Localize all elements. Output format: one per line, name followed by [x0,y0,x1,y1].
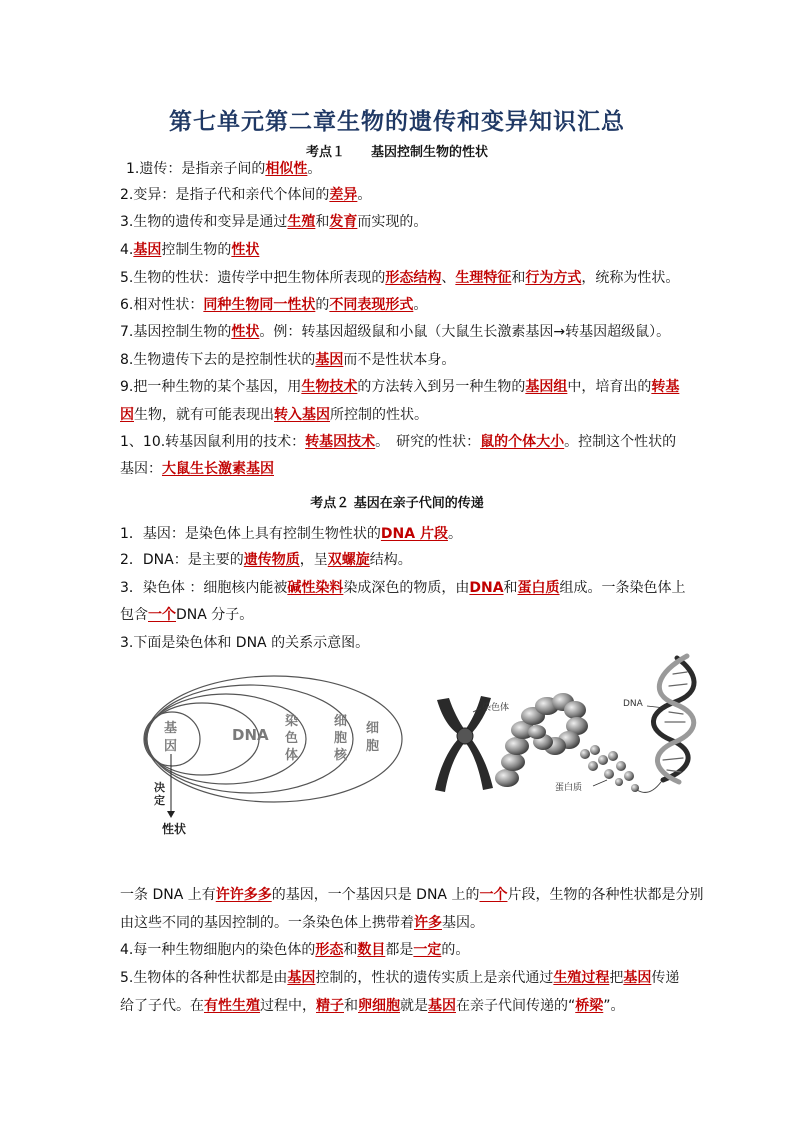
text-span: 在亲子代间传递的“ [456,998,576,1014]
label-gene-2: 因 [164,739,178,754]
text-span: 的方法转入到另一种生物的 [357,379,526,395]
label-chromosome-2: 色 [285,731,299,746]
text-span: 4.每一种生物细胞内的染色体的 [120,942,316,958]
keyword: 碱性染料 [287,580,344,596]
keyword: 基因组 [525,379,568,395]
keyword: 桥梁 [575,998,604,1014]
text-line [120,913,680,933]
gene-dna-chromosome-diagram [140,668,415,848]
label-nucleus-2: 胞 [334,731,348,746]
keyword: 有性生殖 [204,998,260,1014]
keyword: 蛋白质 [517,580,560,596]
label-chromosome-3: 体 [285,748,299,763]
text-span: 5.生物的性状：遗传学中把生物体所表现的 [120,270,386,286]
label-dna: DNA [232,726,269,744]
keyword: 同种生物同一性状 [203,297,316,313]
text-line [120,578,686,598]
label-chromosome-1: 染 [285,714,299,729]
text-span: ，呈 [299,552,328,568]
text-span: ，统称为性状。 [581,270,680,286]
label-nucleus-1: 细 [334,714,348,729]
text-span: 3．染色体 ：细胞核内能被 [120,580,288,596]
keyword: DNA 片段 [380,526,448,542]
text-line [120,185,680,205]
text-line [120,940,680,960]
text-span: ”。 [603,998,625,1014]
keyword: 许多 [414,915,442,931]
text-span: 控制生物的 [161,242,232,258]
keyword: 不同表现形式 [329,297,414,313]
label-chromosome-small: 染色体 [482,703,510,713]
label-cell-1: 细 [366,721,380,736]
text-line [120,605,680,625]
keyword: 卵细胞 [358,998,400,1014]
keyword: DNA [469,580,504,596]
text-span: 和 [315,214,330,230]
label-dna-small: DNA [623,699,643,709]
keyword: 数目 [357,942,386,958]
text-span: 片段，生物的各种性状都是分别 [507,887,704,903]
label-gene-1: 基 [164,721,178,736]
keyword: 基因 [623,970,652,986]
text-line [120,295,680,315]
text-span: 给了子代。在 [120,998,204,1014]
keyword: 性状 [231,324,260,340]
text-span: 1.遗传：是指亲子间的 [126,161,266,177]
label-protein: 蛋白质 [555,783,583,793]
text-span: 生物，就有可能表现出 [134,407,274,423]
text-span: 结构。 [369,552,412,568]
keyword: 一定 [413,942,442,958]
text-span: 控制的，性状的遗传实质上是亲代通过 [315,970,554,986]
text-span: 所控制的性状。 [330,407,428,423]
text-span: 。 [357,187,372,203]
text-span: 2.变异：是指子代和亲代个体间的 [120,187,330,203]
text-span: 。 研究的性状： [375,434,481,450]
text-line [120,405,680,425]
text-line [120,550,680,570]
keyword: 行为方式 [525,270,582,286]
keyword: 发育 [329,214,358,230]
text-span: 把 [609,970,624,986]
text-span: 。 [413,297,428,313]
keyword: 相似性 [265,161,308,177]
chromosome-dna-illustration [425,650,700,810]
text-span: 7.基因控制生物的 [120,324,232,340]
text-line [120,996,680,1016]
text-span: 3.下面是染色体和 DNA 的关系示意图。 [120,635,370,651]
text-line [120,968,680,988]
label-nucleus-3: 核 [334,748,348,763]
text-span: 8.生物遗传下去的是控制性状的 [120,352,316,368]
keyword: 基因 [428,998,456,1014]
text-span: 而实现的。 [357,214,428,230]
text-line [120,350,680,370]
text-span: 和 [503,580,518,596]
text-line [120,459,680,479]
document-title: 第七单元第二章生物的遗传和变异知识汇总 [169,109,625,135]
keyword: 基因 [315,352,344,368]
text-span: 都是 [385,942,414,958]
text-span: 和 [511,270,526,286]
keyword: 双螺旋 [327,552,370,568]
keyword: 转基因技术 [305,434,376,450]
keyword: 生物技术 [301,379,358,395]
text-line [120,322,680,342]
keyword: 大鼠生长激素基因 [162,461,274,477]
keyword: 一个 [479,887,508,903]
text-span: 就是 [400,998,428,1014]
text-span: 和 [343,942,358,958]
keyword: 精子 [316,998,344,1014]
text-line [126,159,686,179]
keyword: 生殖 [287,214,316,230]
text-span: 、 [441,270,456,286]
text-span: 和 [344,998,358,1014]
text-span: 中，培育出的 [567,379,652,395]
text-span: 基因。 [442,915,484,931]
ellipse-cell [146,676,402,802]
text-span: 的基因，一个基因只是 DNA 上的 [271,887,480,903]
text-line [120,885,704,905]
text-span: 4. [120,242,134,258]
text-line [120,524,680,544]
keyword: 差异 [329,187,358,203]
text-span: 组成。一条染色体上 [559,580,686,596]
text-span: 由这些不同的基因控制的。一条染色体上携带着 [120,915,414,931]
keyword: 鼠的个体大小 [480,434,565,450]
text-span: 过程中， [260,998,316,1014]
section1-title: 考点１ 基因控制生物的性状 [305,145,488,160]
text-span: 而不是性状本身。 [343,352,456,368]
text-span: 一条 DNA 上有 [120,887,216,903]
text-span: 基因： [120,461,162,477]
text-span: 的 [315,297,330,313]
text-span: 1．基因：是染色体上具有控制生物性状的 [120,526,381,542]
label-cell-2: 胞 [366,739,380,754]
text-span: 。控制这个性状的 [564,434,677,450]
text-span: 。例：转基因超级鼠和小鼠（大鼠生长激素基因→转基因超级鼠）。 [259,324,671,340]
keyword: 因 [120,407,134,423]
text-line [120,268,680,288]
keyword: 性状 [231,242,260,258]
section2-title: 考点２ 基因在亲子代间的传递 [310,496,484,511]
keyword: 转基 [651,379,680,395]
label-decide-1: 决 [154,781,165,794]
text-span: 的。 [441,942,470,958]
text-span: 。 [307,161,322,177]
text-span: 1、10.转基因鼠利用的技术： [120,434,306,450]
text-span: 6.相对性状： [120,297,204,313]
keyword: 许许多多 [215,887,272,903]
label-decide-2: 定 [154,794,165,807]
text-span: DNA 分子。 [176,607,254,623]
label-trait: 性状 [162,822,187,836]
keyword: 转入基因 [274,407,330,423]
text-span: 9.把一种生物的某个基因，用 [120,379,302,395]
keyword: 生殖过程 [553,970,610,986]
text-line [120,377,680,397]
nucleosome-beads [580,745,639,792]
arrow-head [167,811,175,818]
text-span: 。 [447,526,462,542]
dna-double-helix [653,656,694,782]
text-span: 包含 [120,607,148,623]
keyword: 形态结构 [385,270,442,286]
keyword: 形态 [315,942,344,958]
keyword: 基因 [133,242,162,258]
keyword: 生理特征 [455,270,512,286]
text-span: 染成深色的物质，由 [343,580,470,596]
text-line [120,240,680,260]
keyword: 遗传物质 [243,552,300,568]
keyword: 一个 [148,607,176,623]
keyword: 基因 [287,970,316,986]
text-span: 传递 [651,970,680,986]
text-span: 3.生物的遗传和变异是通过 [120,214,288,230]
text-line [120,432,680,452]
text-line [120,212,680,232]
text-span: 2．DNA：是主要的 [120,552,244,568]
text-span: 5.生物体的各种性状都是由 [120,970,288,986]
